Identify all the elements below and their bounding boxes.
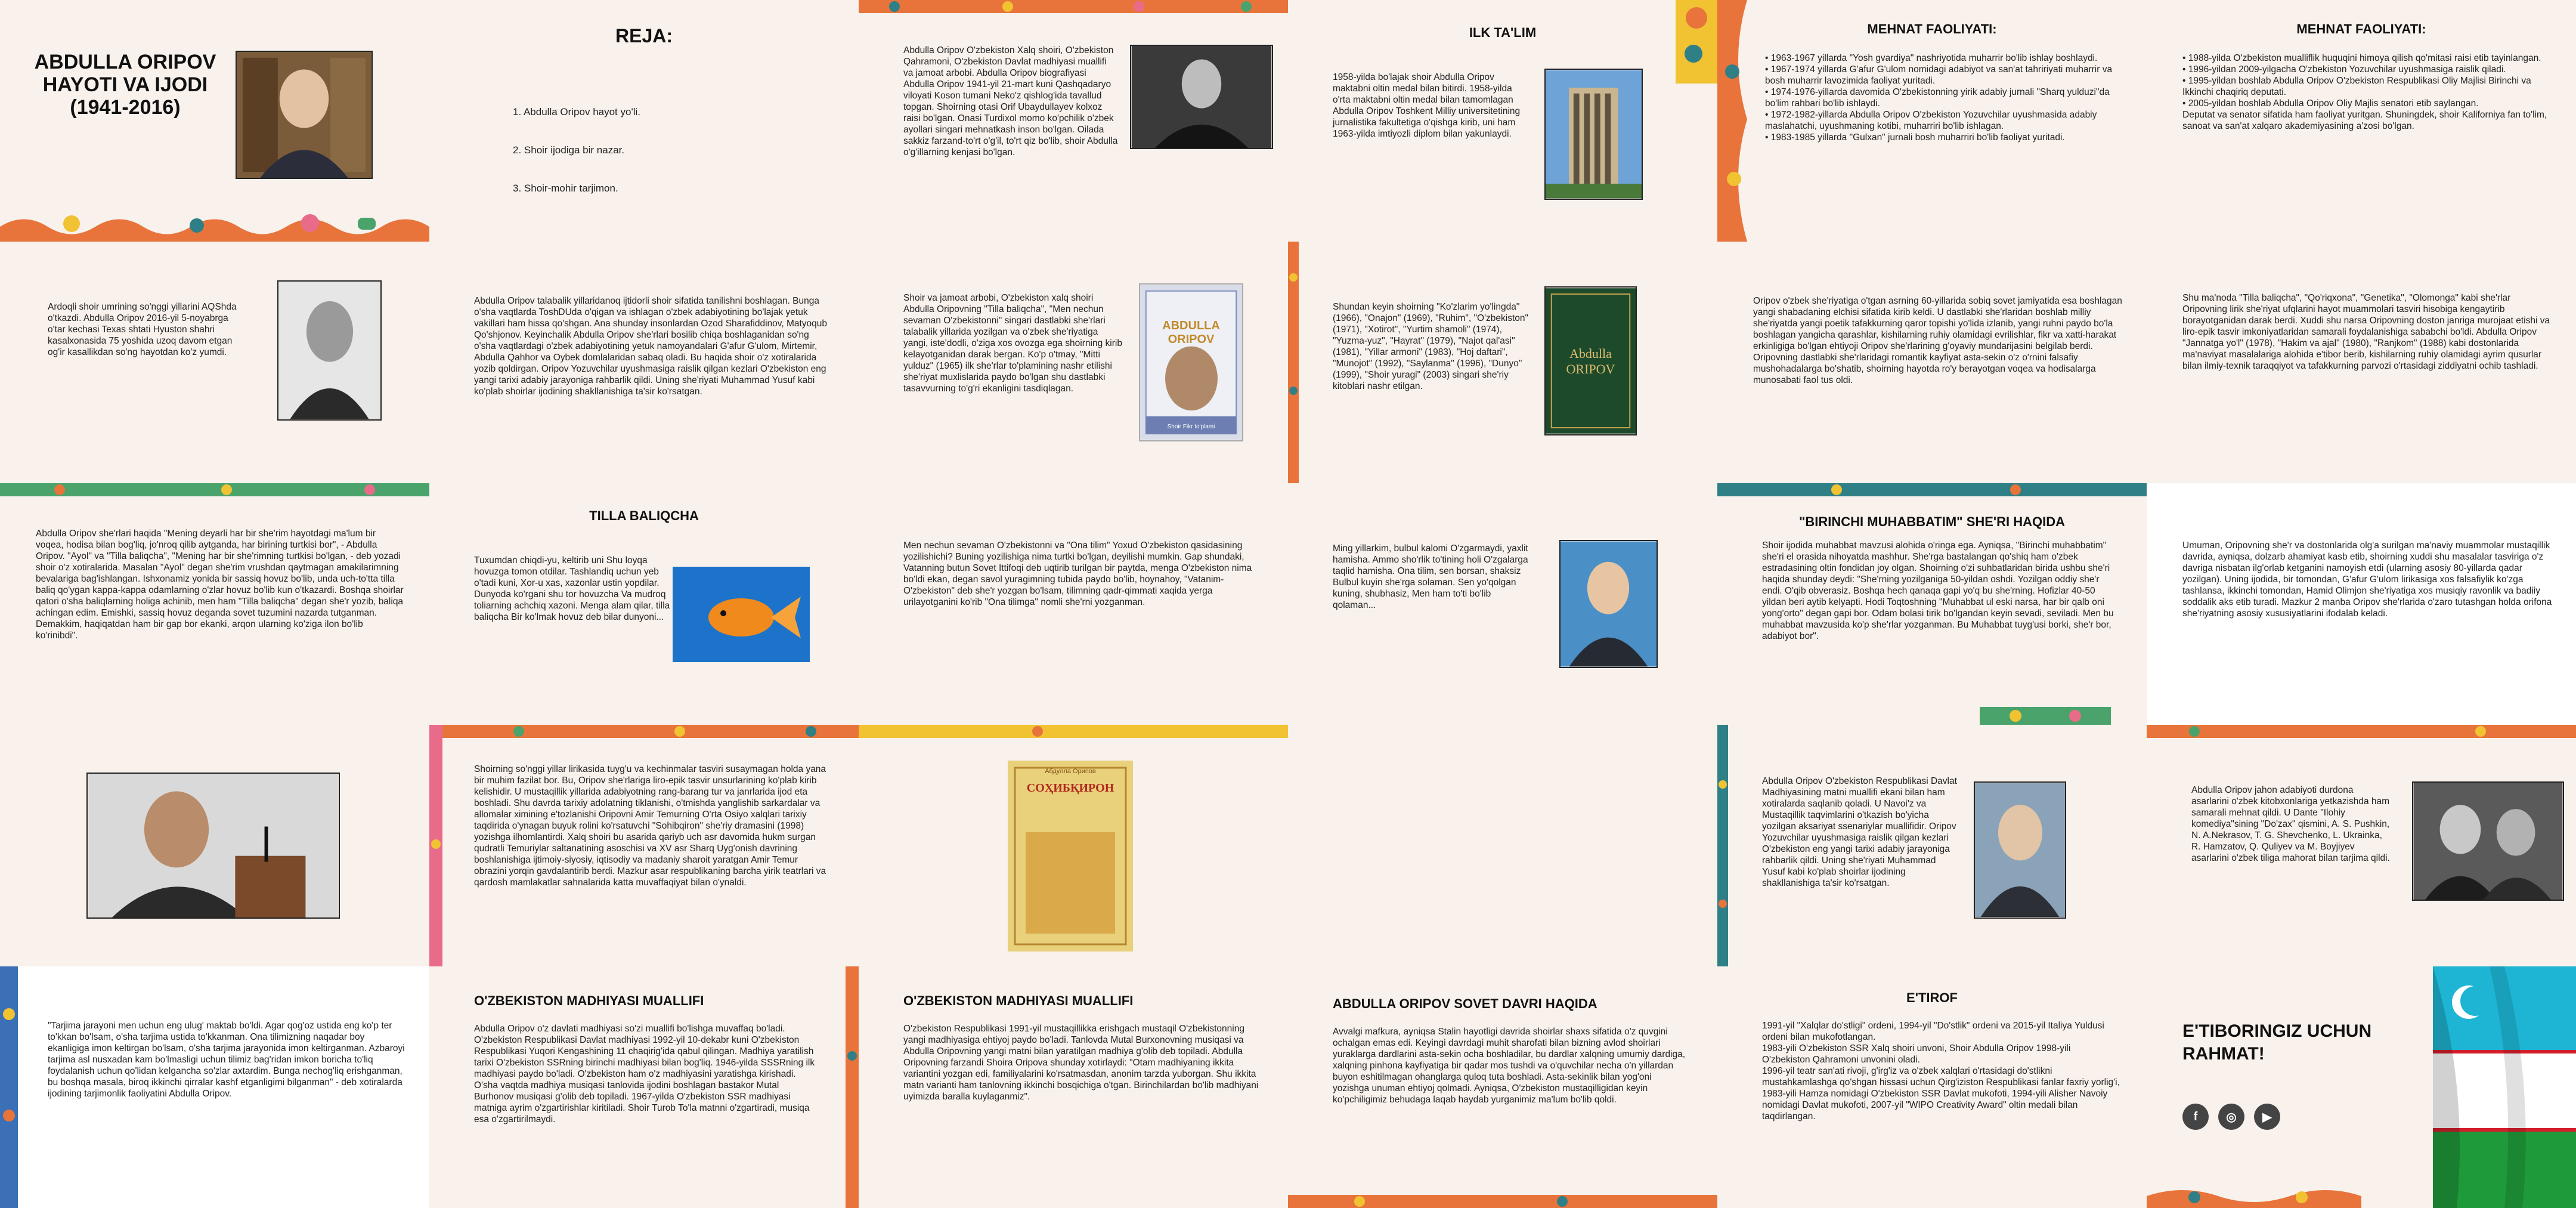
- education-title: ILK TA'LIM: [1469, 25, 1537, 40]
- decor-strip: [859, 0, 1288, 13]
- thanks-title: E'TIBORINGIZ UCHUN RAHMAT!: [2182, 1021, 2372, 1064]
- decor-side: [1717, 725, 1728, 966]
- elder-photo-2: [1974, 781, 2066, 919]
- awards-title: E'TIROF: [1906, 990, 1958, 1005]
- late-lyrics-text: Shoirning so'nggi yillar lirikasida tuyg'u va kechinmalar tasviri susaymagan holda yana bir muhim fazilat bor. Bu, Oripov she'rlariga liro-epik tasvir unsurlarining ko'plab kirib kelishidir. U mustaqillik yillarida adabiyotning rang-barang tur va janrlarida ijod eta boshladi. Shu davrda tarixiy adolatning tiklanishi, o'tmishda yanglishib sarkardalar va allomalar ximining e'tozlanishi Oripovni Amir Temurning O'rta Osiyo xalqlari tarixiy taqdirida o'ynagan buyuk rolini ko'rsatuvchi "Sohibqiron" she'riy dramasini (1998) yozishga ilhomlantirdi. Xalq shoiri bu asarida qariyb uch asr davomida hukm surgan qudratli Temuriylar saltanatining asoschisi va XV asr Sharq Uyg'onish davrining boshlanishiga ijtimoiy-siyosiy, iqtisodiy va madaniy sharoit yaratgan Amir Temur obrazini yorqin gavdalantirib berdi. Mazkur asar respublikaning barcha yirik teatrlari va qardosh mamlakatlar sahnalarida katta muvaffaqiyat bilan o'ynaldi.: [474, 764, 826, 888]
- slide-19-speech-photo: [0, 725, 429, 966]
- uzbek-flag-image: [2433, 966, 2576, 1208]
- decor-corner: [1676, 0, 1717, 84]
- green-book-title: Abdulla ORIPOV: [1566, 346, 1615, 376]
- soviet-era-title: ABDULLA ORIPOV SOVET DAVRI HAQIDA: [1333, 996, 1597, 1011]
- soviet-era-text: Avvalgi mafkura, ayniqsa Stalin hayotligi davrida shoirlar shaxs sifatida o'z quvgini ochalgan emas edi. Keyingi davrdagi muhit sharofati bilan bizning avlod shoirlari yuraklarga dardlarini asta-sekin ocha boshladilar, bu dardlar xalqning umumiy dardiga, xalqning pinhona kayfiyatiga bir qadar mos tushdi va o'quvchilar necha o'n yillardan buyon eshitilmagan ohanglarga quloq tuta boshladi. Asta-sekinlik bilan yog'oni yozishga unuman ehtiyoj qolmadi. Ayniqsa, O'zbekiston mustaqilligidan keyin ko'pchiligimiz behudaga laqab haydab yurganimiz ma'lum bo'lib qoldi.: [1333, 1027, 1686, 1105]
- summary-text: Umuman, Oripovning she'r va dostonlarida olg'a surilgan ma'naviy muammolar mustaqillik davrida, ayniqsa, dolzarb ahamiyat kasb etib, shoirning xuddi shu masalalar tasviriga o'z davriga nisbatan ilg'orlab ketganini namoyish etdi (ularning asosiy 80-yillarda qadar yozilgan). Uning ijodida, bir tomondan, G'afur G'ulom lirikasiga xos falsafiylik ko'zga tashlansa, ikkinchi tomondan, Hamid Olimjon she'riyatiga xos musiqiy ravonlik va badiiy soddalik aks etib turadi. Mazkur 2 manba Oripov she'rlarida o'zaro tutashgan holda orifona she'riyatning asosiy xususiyatlarini ifodalab keladi.: [2182, 540, 2552, 619]
- anthem-text: Abdulla Oripov o'z davlati madhiyasi so'zi muallifi bo'lishga muvaffaq bo'ladi. O'zbekiston Respublikasi Davlat madhiyasi 1992-yil 10-dekabr kuni O'zbekiston Respublikasi Yuqori Kengashining 11 chaqirig'ida qabul qilingan. Madhiya yaratilish tarixi O'zbekiston SSRning birinchi madhiyasi bilan bog'liq. 1946-yilda SSSRning ilk madhiyasi paydo bo'ladi. O'zbekiston ham o'z madhiyasini yaratishga kirishadi. O'sha vaqtda madhiya musiqasi tanlovida ijodini boshlagan bastakor Mutal Burhonov musiqasi g'olib deb topiladi. 1967-yilda O'zbekiston SSR madhiyasi matniga ayrim o'zgartirishlar kiritiladi. Shoir Turob To'la matnni o'zgartiradi, musiqa esa o'zgartirilmaydi.: [474, 1024, 815, 1124]
- student-years-text: Abdulla Oripov talabalik yillaridanoq ijtidorli shoir sifatida tanilishni boshlagan. Bunga o'sha vaqtlarda ToshDUda o'qigan va ishlagan o'zbek adabiyotining bo'lajak yetuk vakillari ham hissa qo'shgan. Ana shunday insonlardan Ozod Sharafiddinov, Matyoqub Qo'shjonov. Keyinchalik Abdulla Oripov she'rlari bosilib chiqa boshlaganidan so'ng o'sha vaqtlardagi o'zbek adabiyotining yetuk namoyandalari G'afur G'ulom, Mirtemir, Abdulla Qahhor va Oybek domlalaridan sabaq oladi. Bu haqida shoir o'z xotiralarida yozib qoldirgan. Oripov Yozuvchilar uyushmasiga raislik qilgan kezlari O'zbekiston eng yangi tarixi adabiy jarayoniga rahbarlik qildi. Uning she'riyati Muhammad Yusuf kabi ko'plab shoirlar ijodining shakllanishiga ta'sir ko'rsatgan.: [474, 296, 828, 397]
- poem-history-text: Abdulla Oripov she'rlari haqida "Mening deyarli har bir she'rim hayotdagi ma'lum bir voqea, hodisa bilan bog'liq, jo'nroq qilib aytganda, har birining turtkisi bor", - Abdulla Oripov. "Ayol" va "Tilla baliqcha", "Mening har bir she'rimning turtkisi bo'lgan, - deb yozadi shoir o'z xotiralarida. Masalan "Ayol" degan she'rim vrushdan qaytmagan amakilarimning bevalariga bag'ishlangan. Ishxonamiz yonida bir sassiq hovuz bo'lib, unda uch-to'tta tilla baliq qo'ygan kappa-kappa odamlarning o'zlar hovuz bo'lib kun o'tkazardi. Boshqa shoirlar qatori o'sha baliqlarning holiga achinib, men ham "Tilla baliqcha" degan she'r yozib, baliqa achingan edim. Emishki, sassiq hovuz deganda sovet tuzumini nazarda tutganman. Demakkim, haqiqatdan ham bir gap bor ekanki, arqon ularning ko'ziga ilon bo'lib ko'rinibdi".: [36, 529, 404, 641]
- decor-strip: [1288, 1195, 1717, 1208]
- facebook-icon[interactable]: f: [2182, 1104, 2209, 1130]
- university-photo: [1544, 69, 1643, 200]
- slide-17-first-love: [1717, 483, 2147, 725]
- slide-28-soviet-era: [1288, 966, 1717, 1208]
- slide-20-late-lyrics: [429, 725, 859, 966]
- slide-25-translator-quote: [0, 966, 429, 1208]
- youtube-icon[interactable]: ▶: [2254, 1104, 2280, 1130]
- golden-fish-poem: Tuxumdan chiqdi-yu, keltirib uni Shu loyqa hovuzga tomon otdilar. Tashlandiq uchun yeb o'tadi kuni, Xor-u xas, xazonlar ustin yopdilar. Dunyoda ko'rgani shu tor hovuzcha Va mudroq toliarning achchiq xazoni. Menga alam qilar, tilla baliqcha Bir ko'lmak hovuz deb bilar dunyoni...: [474, 555, 670, 622]
- slide-16-mother-tongue: [1288, 483, 1717, 725]
- decor-strip: [0, 209, 429, 242]
- translation-text: Abdulla Oripov jahon adabiyoti durdona asarlarini o'zbek kitobxonlariga yetkazishda ham samarali mehnat qildi. U Dante "Ilohiy komediya"sining "Do'zax" qismini, A. S. Pushkin, N. A.Nekrasov, T. G. Shevchenko, L. Ukrainka, R. Hamzatov, Q. Quliyev va M. Boyjiyev asarlarini o'zbek tiliga mahorat bilan tarjima qildi.: [2191, 785, 2390, 863]
- work-text: • 1963-1967 yillarda "Yosh gvardiya" nashriyotida muharrir bo'lib ishlay boshlaydi. • 1967-1974 yillarda G'afur G'ulom nomidagi adabiyot va san'at tahririyati muharrir va bosh muharrir lavozimida faoliyat yuritadi. • 1974-1976-yillarda davomida O'zbekistonning yirik adabiy jurnali "Sharq yulduzi"da bo'lim rahbari bo'lib ishlaydi. • 1972-1982-yillarda Abdulla Oripov O'zbekiston Yozuvchilar uyushmasida adabiy maslahatchi, uyushmaning kotibi, muharriri bo'lib ishlagan. • 1983-1985 yillarda "Gulxan" jurnali bosh muharriri bo'lib faoliyat yuritadi.: [1765, 53, 2113, 143]
- anthem-title: O'ZBEKISTON MADHIYASI MUALLIFI: [474, 993, 704, 1008]
- slide-11-poetics: [1717, 242, 2147, 483]
- decor-strip: [2147, 725, 2576, 738]
- translator-quote: "Tarjima jarayoni men uchun eng ulug' maktab bo'ldi. Agar qog'oz ustida eng ko'p ter to'kkan bo'lsam, o'sha tarjima ustida to'kkanman. Ona tilimizning naqadar boy ekanligiga imon keltirgan bo'lsam, o'sha tarjima jarayonida imon keltirganman. Azbaroyi tarjima asl nusxadan kam bo'lmasligi uchun tilimiz bag'ridan imkon boricha to'liq foydalanish uchun qo'lidan kelgancha so'zlar axtardim. Bunga nechog'liq erishganman, bu boshqa masala, biroq ikkinchi qirralar kashf etganligimi bilganman" - deb xotiralarda ijodining tarjimonlik faoliyatini Abdulla Oripov.: [48, 1021, 405, 1099]
- awards-text: 1991-yil "Xalqlar do'stligi" ordeni, 1994-yil "Do'stlik" ordeni va 2015-yil Italiya Yuldusi ordeni bilan mukofotlangan. 1983-yili O'zbekiston SSR Xalq shoiri unvoni, Shoir Abdulla Oripov 1998-yili O'zbekiston Qahramoni unvonini oladi. 1996-yil teatr san'ati rivoji, g'irg'iz va o'zbek xalqlari o'rtasidagi do'stlikni mustahkamlashga qo'shgan hissasi uchun Qirg'iziston Respublikasi fanlar faxriy yorlig'i, 1983-yili Hamza nomidagi O'zbekiston SSR Davlat mukofoti, 1994-yili Alisher Navoiy nomidagi Davlat mukofoti, 2007-yil "WIPO Creativity Award" oltin medali bilan taqdirlangan.: [1762, 1021, 2120, 1122]
- slide-8-student-years: [429, 242, 859, 483]
- slide-5-work: [1717, 0, 2147, 242]
- book-title: ABDULLA ORIPOV: [1162, 319, 1220, 346]
- decor-strip: [429, 725, 859, 738]
- plan-title: REJA:: [615, 25, 673, 47]
- slide-12-epics: [2147, 242, 2576, 483]
- decor-side: [429, 725, 442, 966]
- work-text-2: • 1988-yilda O'zbekiston mualliflik huquqini himoya qilish qo'mitasi raisi etib tayinlangan. • 1996-yildan 2009-yilgacha O'zbekiston Yozuvchilar uyushmasiga raislik qiladi. • 1995-yildan boshlab Abdulla Oripov O'zbekiston Respublikasi Oliy Majlisi Birinchi va Ikkinchi chaqiriq deputati. • 2005-yildan boshlab Abdulla Oripov Oliy Majlis senatori etib saylangan. Deputat va senator sifatida ham faoliyat yuritgan. Shuningdek, shoir Kaliforniya fan to'lim, sanoat va san'at xalqaro akademiyasining a'zosi bo'lgan.: [2182, 53, 2547, 131]
- slide-23-anthem-text: [1717, 725, 2147, 966]
- book-subtitle: Shoir Fikr to'plami: [1167, 424, 1215, 430]
- slide-26-anthem-author: [429, 966, 859, 1208]
- slide-6-work-2: [2147, 0, 2576, 242]
- slide-29-awards: [1717, 966, 2147, 1208]
- instagram-icon[interactable]: ◎: [2218, 1104, 2244, 1130]
- death-text: Ardoqli shoir umrining so'nggi yillarini AQShda o'tkazdi. Abdulla Oripov 2016-yil 5-noyabrga o'tar kechasi Texas shtati Hyuston shahri kasalxonasida 75 yoshida uzoq davom etgan og'ir kasallikdan so'ng hayotdan ko'z yumdi.: [48, 302, 237, 357]
- biography-text: Abdulla Oripov O'zbekiston Xalq shoiri, O'zbekiston Qahramoni, O'zbekiston Davlat madhiyasi muallifi va jamoat arbobi. Abdulla Oripov biografiyasi Abdulla Oripov 1941-yil 21-mart kuni Qashqadaryo viloyati Koson tumani Neko'z qishlog'ida tavallud topgan. Shoirning otasi Orif Ubaydullayev kolxoz raisi bo'lgan. Onasi Turdixol momo ko'pchilik o'zbek ayollari singari mehnatkash inson bo'lgan. Oilada sakkiz farzand-to'rt o'g'il, to'rt qiz bo'lib, shoir Abdulla o'g'illarning kenjasi bo'lgan.: [903, 45, 1118, 157]
- sohibqiron-author: Абдулла Орипов: [1045, 768, 1096, 775]
- slide-1-title: [0, 0, 429, 242]
- slide-18-summary: [2147, 483, 2576, 725]
- elder-portrait: [1559, 540, 1658, 668]
- slide-27-anthem-author-2: [859, 966, 1288, 1208]
- golden-fish-title: TILLA BALIQCHA: [589, 508, 699, 523]
- decor-strip: [0, 483, 429, 496]
- slide-30-thanks: [2147, 966, 2576, 1208]
- anthem-author-text: Abdulla Oripov O'zbekiston Respublikasi Davlat Madhiyasining matni muallifi ekani bilan ham xotiralarda saqlanib qoladi. U Navoi'z va Mustaqillik taqvimlarini o'tkazish bo'yicha yozilgan aksariyat ssenariylar muallifidir. Oripov Yozuvchilar uyushmasiga raislik qilgan kezlari O'zbekiston eng yangi tarixi adabiy jarayoniga rahbarlik qildi. Uning she'riyati Muhammad Yusuf kabi ko'plab shoirlar ijodining shakllanishiga ta'sir ko'rsatgan.: [1762, 776, 1957, 888]
- decor-side: [846, 966, 859, 1208]
- decor-strip: [1717, 483, 2147, 496]
- slide-13-poem-history: [0, 483, 429, 725]
- poetics-text: Oripov o'zbek she'riyatiga o'tgan asrning 60-yillarida sobiq sovet jamiyatida esa boshlagan yangi shabadaning elchisi sifatida kirib keldi. U dastlabki she'rlaridan boshlab milliy she'riyatda yangi poetik tafakkurning qaror topishi yo'lida izlanib, yangi ruhni paydo bo'la boshlagan yangicha qarashlar, kishilarning ruhiy olamidagi evrilishlar, fikr va xatti-harakat erkinligiga bo'lgan ehtiyoji Oripov she'rlarining g'oyaviy mundarijasini belgilab berdi. Oripovning dastlabki she'rlaridagi romantik kayfiyat asta-sekin o'z o'rnini falsafiy mushohadalarga bo'shatib, shoirning hayotda ro'y berayotgan voqea va hodisalarga munosabati faol tus oldi.: [1753, 296, 2122, 385]
- first-poems-text: Shoir va jamoat arbobi, O'zbekiston xalq shoiri Abdulla Oripovning "Tilla baliqcha", "Men nechun sevaman O'zbekistonni" singari dastlabki she'rlari talabalik yillarida yozilgan va o'zbek she'riyatiga yangi, iste'dodli, o'ziga xos ovozga ega shoirning kirib kelayotganidan darak bergan. Ko'p o'tmay, "Mitti yulduz" (1965) ilk she'rlar to'plamining nashr etilishi she'riyat muxlislarida paydo bo'lgan shu dastlabki tasavvurning to'g'ri ekanligini tasdiqlagan.: [903, 293, 1122, 394]
- decor-strip: [859, 725, 1288, 738]
- slide-24-translation: [2147, 725, 2576, 966]
- first-love-text: Shoir ijodida muhabbat mavzusi alohida o'ringa ega. Ayniqsa, "Birinchi muhabbatim" she'ri el orasida nihoyatda mashhur. She'rga bastalangan qo'shiq ham o'zbek estradasining oltin fondidan joy olgan. Shoirning o'zi suhbatlaridan birida ushbu she'ri haqida shunday deydi: "She'rning yozilganiga 50-yildan oshdi. Yozilgan oddiy she'r endi. O'qib obverasiz. Boshqa hech qanaqa gapi yo'q bu she'rning. Hofizlar 40-50 yildan beri aytib kelyapti. Hodi Toqtoshning "Muhabbat ul eski narsa, har bir qalb oni yong'orto" degan gapi bor. Odam bolasi tirik bo'lgandan keyin sevadi, seviladi. Men bu muhabbat mavzusida ko'p she'rlar yozganman. Bu Muhabbat tuyg'usi borki, she'r bor, adabiyot bor".: [1762, 540, 2114, 641]
- slide-2-plan: [429, 0, 859, 242]
- plan-item: 3. Shoir-mohir tarjimon.: [513, 183, 618, 194]
- decor-side: [1288, 242, 1299, 483]
- slide-10-books: [1288, 242, 1717, 483]
- mother-tongue-poem: Ming yillarkim, bulbul kalomi O'zgarmaydi, yaxlit hamisha. Ammo sho'rlik to'tining holi O'zgalarga taqlid hamisha. Ona tilim, sen borsan, shaksiz Bulbul kuyin she'rga solaman. Sen yo'qolgan kuning, shubhasiz, Men ham to'ti bo'lib qolaman...: [1333, 543, 1528, 610]
- plan-item: 2. Shoir ijodiga bir nazar.: [513, 144, 625, 156]
- anthem-title-2: O'ZBEKISTON MADHIYASI MUALLIFI: [903, 993, 1134, 1008]
- decor-side: [0, 966, 18, 1208]
- sohibqiron-title: СОҲИБҚИРОН: [1026, 781, 1114, 795]
- slide-3-biography: [859, 0, 1288, 242]
- slide-9-first-poems: [859, 242, 1288, 483]
- slide-15-why-love: [859, 483, 1288, 725]
- bw-portrait: [277, 280, 382, 421]
- speech-photo: [86, 773, 340, 919]
- slide-4-education: [1288, 0, 1717, 242]
- slide-14-golden-fish: [429, 483, 859, 725]
- epics-text: Shu ma'noda "Tilla baliqcha", "Qo'riqxona", "Genetika", "Olomonga" kabi she'rlar Oripovning lirik she'riyat ufqlarini hayot muammolari tasviri hisobiga kengaytirib borayotganidan darak berdi. Xuddi shu narsa Oripovning doston janriga murojaat etishi va liro-epik tasvir imkoniyatlaridan samarali foydalanishiga sababchi bo'ldi. Abdulla Oripov "Jannatga yo'l" (1978), "Hakim va ajal" (1980), "Ranjkom" (1988) kabi dostonlarida ma'naviyat masalalariga alohida e'tibor berib, kishilarning ruhiy olamidagi ayrim qusurlar bilan ilmiy-texnik taraqqiyot va tafakkurning parvozi o'rtasidagi ziddiyatni ochib tashladi.: [2182, 293, 2550, 371]
- work-title: MEHNAT FAOLIYATI:: [1867, 21, 1997, 36]
- goldfish-image: [673, 567, 810, 662]
- book-cover: [1139, 283, 1243, 441]
- plan-item: 1. Abdulla Oripov hayot yo'li.: [513, 106, 640, 118]
- books-text: Shundan keyin shoirning "Ko'zlarim yo'lingda" (1966), "Onajon" (1969), "Ruhim", "O'zbekiston" (1971), "Xotirot", "Yurtim shamoli" (1974), "Yuzma-yuz", "Hayrat" (1979), "Najot qal'asi" (1981), "Yillar armoni" (1983), "Hoj daftari", "Munojot" (1992), "Saylanma" (1996), "Dunyo" (1999), "Shoir yuragi" (2003) singari she'riy kitoblari nashr etilgan.: [1333, 302, 1529, 391]
- main-title: ABDULLA ORIPOV HAYOTI VA IJODI (1941-2016): [34, 51, 216, 119]
- anthem-text-2: O'zbekiston Respublikasi 1991-yil mustaqillikka erishgach mustaqil O'zbekistonning yangi madhiyasiga ehtiyoj paydo bo'ladi. Tanlovda Mutal Burxonovning musiqasi va Abdulla Oripovning yangi matni bilan yaratilgan madhiya g'olib deb topiladi. Abdulla Oripovning farzandi Shoira Oripova shunday xotirlaydi: "Otam madhiyaning ikkita variantini yozgan edi, familiyalarini ko'rsatmasdan, anonim tarzda yuborgan. Shu ikkita matn varianti ham tanlovning ikkinchi bosqichiga o'tgan. Birinchilardan bo'lib madhiyani uyimizda baralla kuylaganmiz".: [903, 1024, 1259, 1102]
- portrait-photo: [236, 51, 373, 179]
- decor-bottom: [1980, 707, 2111, 725]
- slide-22-blank: [1288, 725, 1717, 966]
- education-text: 1958-yilda bo'lajak shoir Abdulla Oripov maktabni oltin medal bilan bitirdi. 1958-yilda o'rta maktabni oltin medal bilan tamomlagan Abdulla Oripov Toshkent Milliy universitetining jurnalistika fakultetiga o'qishga kirib, uni ham 1963-yilda imtiyozli diplom bilan yakunlaydi.: [1333, 72, 1521, 139]
- work-title-2: MEHNAT FAOLIYATI:: [2296, 21, 2426, 36]
- plan-list: [513, 84, 799, 217]
- first-love-title: "BIRINCHI MUHABBATIM" SHE'RI HAQIDA: [1798, 514, 2066, 529]
- bw-photo: [1130, 45, 1273, 149]
- two-men-photo: [2412, 781, 2564, 901]
- slide-21-sohibqiron: [859, 725, 1288, 966]
- why-love-text: Men nechun sevaman O'zbekistonni va "Ona tilim" Yoxud O'zbekiston qasidasining yozilishichi? Buning yozilishiga nima turtki bo'lgan, deyilishi mumkin. Gap shundaki, Vatanning butun Sovet Ittifoqi deb uqtirib turilgan bir paytda, menga O'zbekiston nima bo'ldi ekan, degan savol yuragimning tubida paydo bo'lib, hoynahoy, "Vatanim-O'zbekiston" deb she'r yozgan bo'lsam, tilimning qadr-qimmati xaqida yerga urilayotganini ko'rib "Ona tilimga" nomli she'rni yozganman.: [903, 540, 1252, 607]
- slide-7-death: [0, 242, 429, 483]
